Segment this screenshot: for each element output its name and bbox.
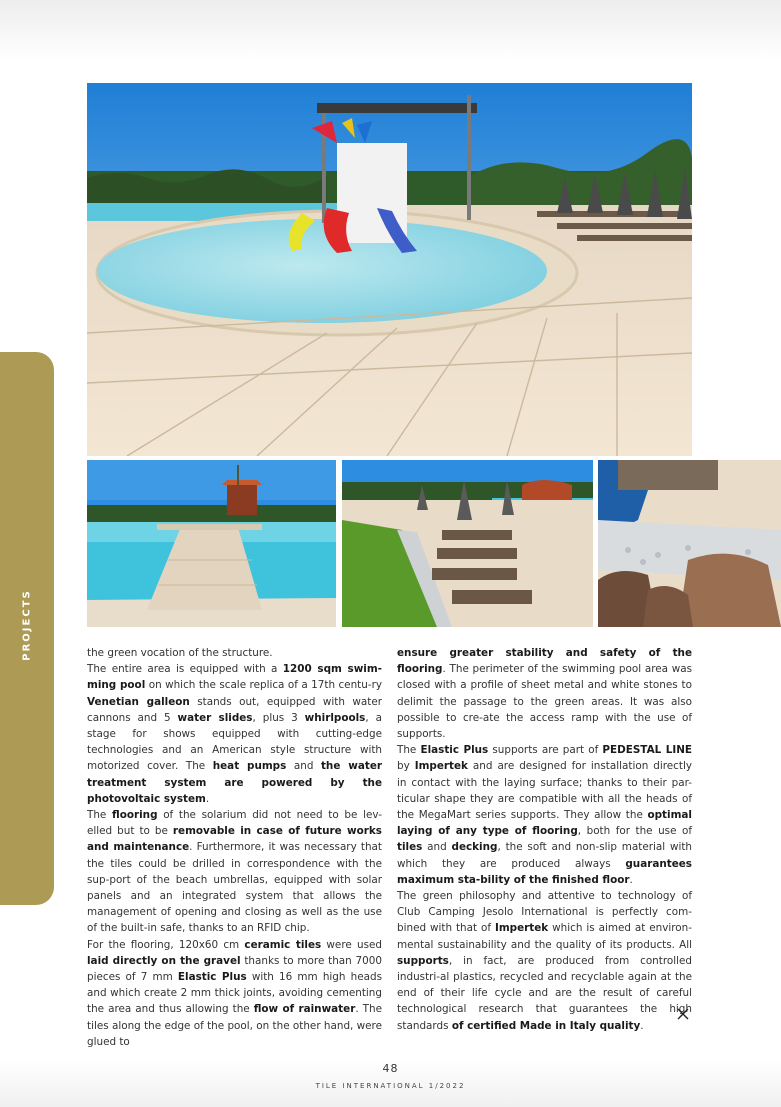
article-paragraph bbox=[87, 937, 382, 1050]
text-run: on which the scale replica of a 17th centu-ry bbox=[145, 679, 382, 692]
text-run: . The tiles along the edge of the pool, on the other hand, were glued to bbox=[87, 1003, 382, 1048]
bold-text: Impertek bbox=[414, 760, 468, 773]
text-run: were used bbox=[321, 938, 382, 951]
bold-text: PEDESTAL LINE bbox=[602, 744, 692, 757]
text-run: . The perimeter of the swimming pool area was closed with a profile of sheet metal and white stones to delimit the passage to the green areas. It was also possible to cre-ate the access ramp with the use of supports. bbox=[397, 663, 692, 741]
bold-text: laid directly on the gravel bbox=[87, 954, 241, 967]
bold-text: flow of rainwater bbox=[253, 1003, 356, 1016]
text-run: , both for the use of bbox=[577, 825, 692, 838]
bold-text: flooring bbox=[112, 809, 158, 822]
text-run: For the flooring, 120x60 cm bbox=[87, 938, 245, 951]
text-run: The entire area is equipped with a bbox=[87, 663, 283, 676]
photo-loungers-umbrellas bbox=[342, 460, 593, 627]
photo-stones-edge bbox=[598, 460, 781, 627]
bold-text: optimal laying of any type of flooring bbox=[397, 809, 692, 838]
text-run: of the solarium did not need to be lev-elled but to be bbox=[87, 809, 382, 838]
text-run: and are designed for installation directly in contact with the laying surface; thanks to their par-ticular shape they are compatible with all the heads of the MegaMart series supports. They allow the bbox=[397, 760, 692, 822]
article-paragraph bbox=[87, 661, 382, 807]
text-run: thanks to more than 7000 pieces of 7 mm bbox=[87, 954, 382, 984]
page-number: 48 bbox=[382, 1062, 399, 1075]
section-tab-label: PROJECTS bbox=[21, 589, 33, 661]
text-run: and bbox=[422, 841, 452, 854]
text-run: . Furthermore, it was necessary that the tiles could be drilled in correspondence with the sup-port of the beach umbrellas, equipped with solar panels and an integrated system that allows the management of opening and closing as well as the use of the built-in safe, thanks to an RFID chip. bbox=[87, 841, 383, 935]
text-run: The bbox=[397, 744, 421, 757]
text-run: and bbox=[286, 760, 321, 773]
article-column-right bbox=[397, 645, 692, 1034]
article-paragraph bbox=[397, 742, 692, 888]
bold-text: whirlpools bbox=[304, 711, 366, 724]
text-run: stands out, equipped with water cannons and 5 bbox=[87, 695, 382, 724]
bold-text: ensure greater stability and safety of the flooring bbox=[397, 647, 692, 676]
text-run: supports are part of bbox=[488, 744, 603, 757]
bold-text: guarantees maximum sta-bility of the finished floor bbox=[397, 857, 692, 886]
bold-text: of certified Made in Italy quality bbox=[451, 1019, 641, 1032]
article-paragraph bbox=[87, 807, 382, 937]
article-paragraph bbox=[397, 645, 692, 742]
close-icon[interactable] bbox=[676, 1007, 690, 1021]
text-run: , the soft and non-slip material with which they are produced always bbox=[397, 841, 693, 870]
hero-photo-water-park bbox=[87, 83, 692, 456]
text-run: The bbox=[87, 809, 113, 822]
bold-text: ceramic tiles bbox=[244, 938, 322, 951]
text-run: The green philosophy and attentive to technology of Club Camping Jesolo International is perfectly com-bined with that of bbox=[397, 890, 692, 935]
text-run: , in fact, are produced from controlled industri-al plastics, recycled and recyclable again at the end of their life cycle and are the result of careful technological research that guarantees the high standards bbox=[397, 954, 692, 1032]
bold-text: 1200 sqm swim-ming pool bbox=[87, 663, 382, 692]
magazine-issue: TILE INTERNATIONAL 1/2022 bbox=[315, 1082, 466, 1090]
bold-text: tiles bbox=[397, 841, 423, 854]
text-run: the green vocation of the structure. bbox=[87, 647, 273, 659]
text-run: , plus 3 bbox=[252, 711, 305, 724]
text-run: . bbox=[205, 792, 210, 805]
text-run: . bbox=[629, 873, 633, 886]
article-paragraph bbox=[397, 888, 692, 1034]
bold-text: supports bbox=[397, 954, 449, 967]
bold-text: heat pumps bbox=[212, 760, 287, 773]
bold-text: Elastic Plus bbox=[420, 744, 489, 757]
bold-text: Venetian galleon bbox=[87, 695, 190, 708]
article-paragraph bbox=[87, 645, 382, 661]
article-column-left bbox=[87, 645, 382, 1050]
bold-text: removable in case of future works and maintenance bbox=[87, 825, 382, 854]
bold-text: decking bbox=[451, 841, 498, 854]
bold-text: Impertek bbox=[494, 922, 549, 935]
text-run: , a stage for shows equipped with cutting-edge technologies and an American style structure with motorized cover. The bbox=[87, 711, 382, 773]
bold-text: the water treatment system are powered by the photovoltaic system bbox=[87, 760, 382, 805]
text-run: with 16 mm high heads and which create 2 mm thick joints, avoiding cementing the area and thus allowing the bbox=[87, 971, 382, 1016]
bold-text: Elastic Plus bbox=[177, 971, 247, 984]
text-run: by bbox=[397, 760, 415, 773]
bold-text: water slides bbox=[177, 711, 253, 724]
text-run: which is aimed at environ-mental sustainability and the quality of its products. All bbox=[397, 922, 693, 951]
text-run: . bbox=[640, 1019, 644, 1032]
photo-pool-walkway bbox=[87, 460, 336, 627]
